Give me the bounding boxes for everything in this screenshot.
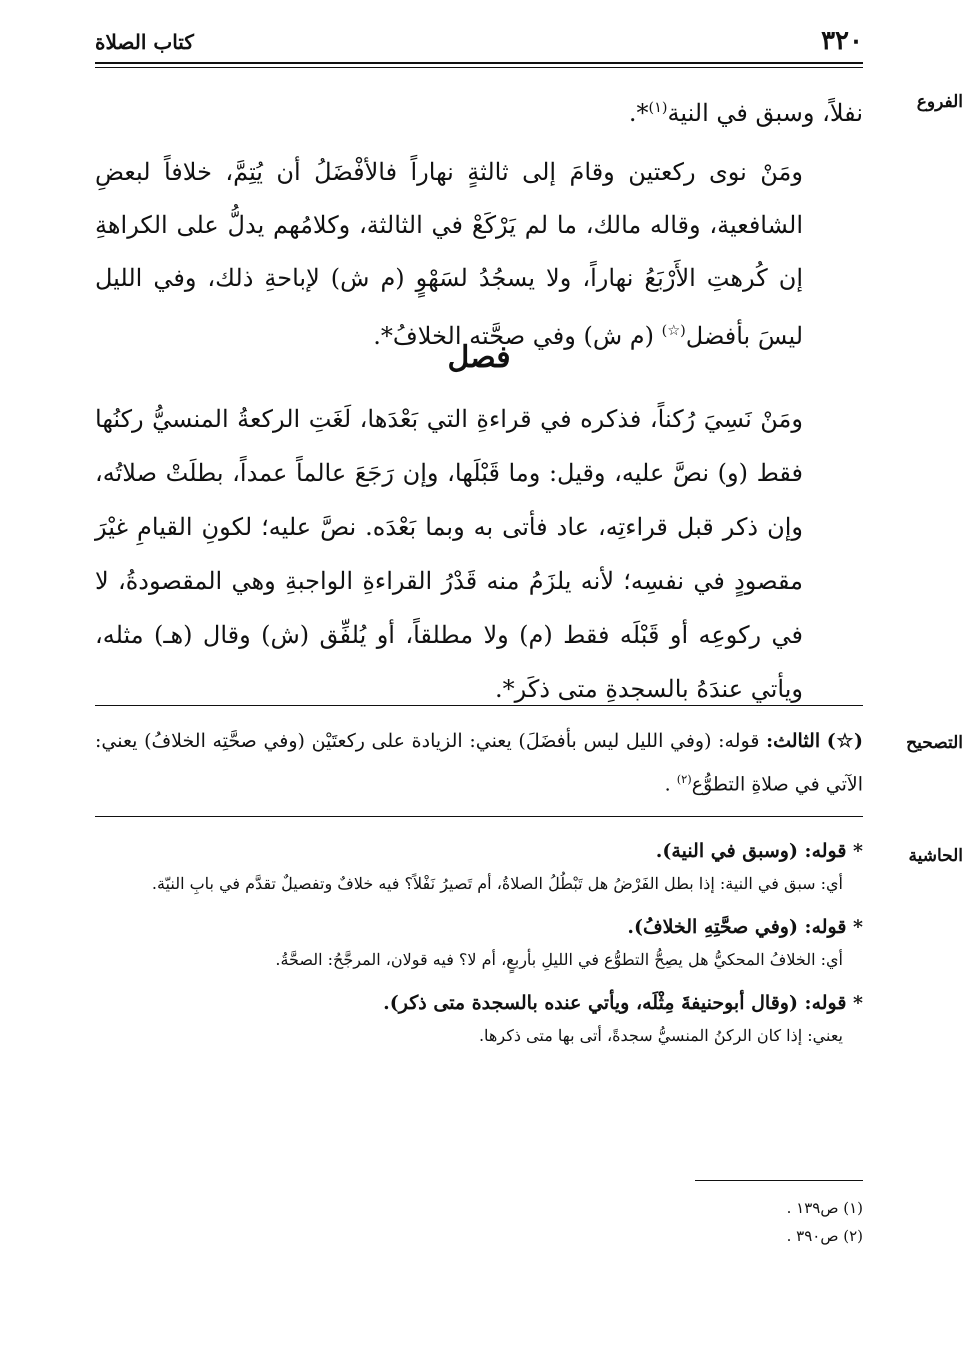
paragraph-2 xyxy=(95,392,863,716)
footnote-item: (٢) ص٣٩٠ . xyxy=(786,1227,863,1245)
hashiya-note: يعني: إذا كان الركنُ المنسيُّ سجدةً، أتى بها متى ذكرها. xyxy=(478,1026,843,1045)
running-title: كتاب الصلاة xyxy=(95,30,194,54)
side-label-tashih: التصحيح xyxy=(906,733,963,753)
footnote-ref-1: (١) xyxy=(648,100,668,116)
hashiya-heading: * قوله: (وفي صحَّتِهِ الخلافُ). xyxy=(627,916,863,938)
star-mark: (☆) xyxy=(661,323,686,339)
side-label-furu: الفروع xyxy=(916,92,963,112)
tashih-lead: الثالث: xyxy=(766,730,821,752)
side-label-hashiya: الحاشية xyxy=(908,846,963,866)
tashih-end: . xyxy=(664,773,671,796)
hashiya-heading: * قوله: (وقال أبوحنيفةَ مِثْلَه، ويأتي عنده بالسجدة متى ذكر). xyxy=(383,992,863,1014)
hashiya-heading: * قوله: (وسبق في النية). xyxy=(655,840,863,862)
furu-continuation xyxy=(95,88,863,133)
furu-end: *. xyxy=(628,99,649,127)
footnotes xyxy=(95,1194,863,1250)
hashiya-note: أي: الخلافُ المحكيُّ هل يصِحُّ التطوُّع في الليلِ بأربعٍ، أم لا؟ فيه قولان، المرجَّحُ: الصحَّةُ. xyxy=(275,950,843,969)
page-header xyxy=(95,22,863,62)
tashih-text-block xyxy=(95,722,863,803)
footnote-item: (١) ص١٣٩ . xyxy=(786,1199,863,1217)
hashiya-rule xyxy=(95,816,863,817)
furu-text: نفلاً، وسبق في النية xyxy=(667,99,863,127)
footnote-rule xyxy=(695,1180,863,1181)
section-heading: فصل xyxy=(447,340,511,375)
header-rule-thin xyxy=(95,67,863,68)
footnote-ref-2: (٢) xyxy=(676,772,692,786)
tashih-star-mark: (☆) xyxy=(826,730,864,752)
header-rule xyxy=(95,62,863,64)
page-number: ٣٢٠ xyxy=(821,26,863,56)
paragraph-2-text: ومَنْ نَسِيَ رُكناً، فذكره في قراءةِ التي بَعْدَها، لَغَتِ الركعةُ المنسيُّ ركنُها فقط (و) نصَّ عليه، وقيل: وما قَبْلَها، وإن رَجَعَ عالماً عمداً، بطلَتْ صلاتُه، وإن ذكر قبل قراءتِه، عاد فأتى به وبما بَعْدَه. نصَّ عليه؛ لكونِ القيامِ غيْرَ مقصودٍ في نفسِه؛ لأنه يلزَمُ منه قَدْرُ القراءةِ الواجبةِ وهي المقصودةُ، لا في ركوعِه أو قَبْلَه فقط (م) ولا مطلقاً، أو يُلفِّق (ش) وقال (هـ) مثله، ويأتي عندَهُ بالسجدةِ متى ذكَر*. xyxy=(95,405,803,703)
paragraph-1-end: (م ش) وفي صحَّته الخلافُ*. xyxy=(373,322,654,350)
hashiya-block xyxy=(95,834,863,1062)
hashiya-note: أي: سبق في النية: إذا بطل الفَرْضُ هل تَبْطُلُ الصلاةُ، أم تَصيرُ نَفْلاً؟ فيه خلافٌ وتفصيلٌ تقدَّم في بابِ النيّة. xyxy=(151,874,843,893)
tashih-rule xyxy=(95,705,863,706)
paragraph-1 xyxy=(95,146,863,363)
paragraph-1-text: ومَنْ نوى ركعتين وقامَ إلى ثالثةٍ نهاراً فالأفْضَلُ أن يُتِمَّ، خلافاً لبعضِ الشافعية، وقاله مالك، ما لم يَرْكَعْ في الثالثة، وكلامُهم يدلُّ على الكراهةِ إن كُرهتِ الأَرْبَعُ نهاراً، ولا يسجُدُ لسَهْوٍ (م ش) لإباحةِ ذلك، وفي الليل ليسَ بأفضل xyxy=(95,158,803,350)
tashih-text: قوله: (وفي الليل ليس بأفضَلَ) يعني: الزيادة على ركعتَيْن (وفي صحَّتِه الخلافُ) يعني: الآتي في صلاةِ التطوُّع xyxy=(95,730,863,796)
